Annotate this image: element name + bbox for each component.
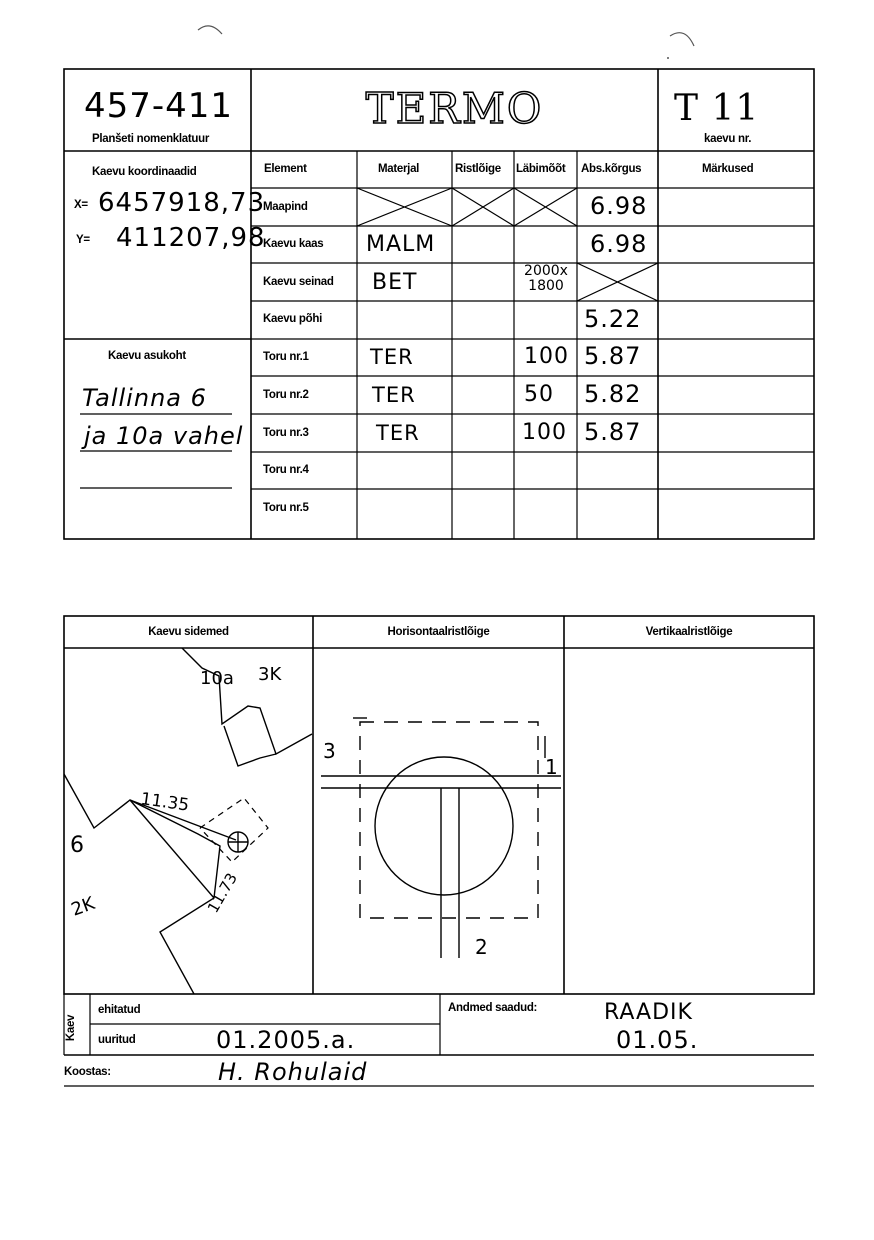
location-title: Kaevu asukoht [108, 350, 186, 362]
diameter-value: 2000x 1800 [524, 263, 568, 294]
header-notes: Märkused [702, 163, 754, 175]
well-number-label: kaevu nr. [704, 133, 752, 145]
elevation-value: 5.22 [584, 305, 642, 333]
x-value: 6457918,73 [98, 188, 266, 218]
sheet-label: Planšeti nomenklatuur [92, 133, 210, 145]
diameter-value: 50 [524, 382, 554, 407]
row-element-label: Kaevu kaas [263, 238, 324, 250]
horizontal-cross-section [313, 648, 564, 994]
author-label: Koostas: [64, 1066, 111, 1078]
elevation-value: 5.87 [584, 342, 642, 370]
header-cross-section: Ristlõige [455, 163, 501, 175]
header-diameter: Läbimõõt [516, 163, 566, 175]
pipe-1-label: 1 [545, 755, 558, 779]
data-date: 01.05. [616, 1026, 699, 1054]
data-received-label: Andmed saadud: [448, 1002, 538, 1014]
row-element-label: Kaevu põhi [263, 313, 322, 325]
label-plot-6: 6 [70, 833, 84, 858]
row-element-label: Kaevu seinad [263, 276, 334, 288]
header-element: Element [264, 163, 307, 175]
pipe-3-label: 3 [323, 739, 336, 763]
surveyed-value: 01.2005.a. [216, 1026, 356, 1054]
material-value: BET [372, 270, 418, 295]
label-distance-2: 11.73 [203, 869, 241, 916]
row-element-label: Toru nr.2 [263, 389, 309, 401]
elevation-value: 6.98 [590, 192, 648, 220]
row-element-label: Toru nr.4 [263, 464, 309, 476]
sheet-number: 457-411 [84, 86, 234, 126]
header-elevation: Abs.kõrgus [581, 163, 642, 175]
material-value: TER [376, 421, 420, 445]
site-sketch [64, 648, 313, 994]
elevation-value: 6.98 [590, 230, 648, 258]
col-vertical-title: Vertikaalristlõige [645, 626, 733, 638]
header-material: Materjal [378, 163, 420, 175]
label-plot-10a: 10a [200, 668, 234, 689]
built-label: ehitatud [98, 1004, 141, 1016]
diameter-value: 100 [524, 344, 569, 369]
row-element-label: Toru nr.3 [263, 427, 309, 439]
location-line-1: Tallinna 6 [82, 384, 207, 412]
well-side-label: Kaev [65, 1014, 78, 1042]
pipe-2-label: 2 [475, 935, 488, 959]
elevation-value: 5.82 [584, 380, 642, 408]
location-line-2: ja 10a vahel [84, 422, 244, 450]
row-element-label: Toru nr.1 [263, 351, 309, 363]
author-value: H. Rohulaid [218, 1058, 368, 1086]
material-value: TER [370, 345, 414, 369]
material-value: MALM [366, 232, 436, 257]
label-floors-2k: 2K [68, 893, 98, 921]
diameter-value: 100 [522, 420, 567, 445]
y-label: Y= [76, 234, 90, 246]
row-element-label: Maapind [263, 201, 308, 213]
data-source: RAADIK [604, 1000, 693, 1025]
label-floors-3k: 3K [258, 664, 282, 685]
surveyed-label: uuritud [98, 1034, 136, 1046]
row-element-label: Toru nr.5 [263, 502, 309, 514]
elevation-value: 5.87 [584, 418, 642, 446]
x-label: X= [74, 199, 88, 211]
col-horizontal-title: Horisontaalristlõige [387, 626, 490, 638]
well-number: T 11 [674, 88, 760, 129]
company-name: TERMO [365, 84, 544, 133]
y-value: 411207,98 [116, 223, 266, 253]
well-side-cell [64, 994, 90, 1055]
material-value: TER [372, 383, 416, 407]
label-distance-1: 11.35 [139, 789, 191, 816]
col-connections-title: Kaevu sidemed [148, 626, 229, 638]
coordinates-title: Kaevu koordinaadid [92, 166, 197, 178]
